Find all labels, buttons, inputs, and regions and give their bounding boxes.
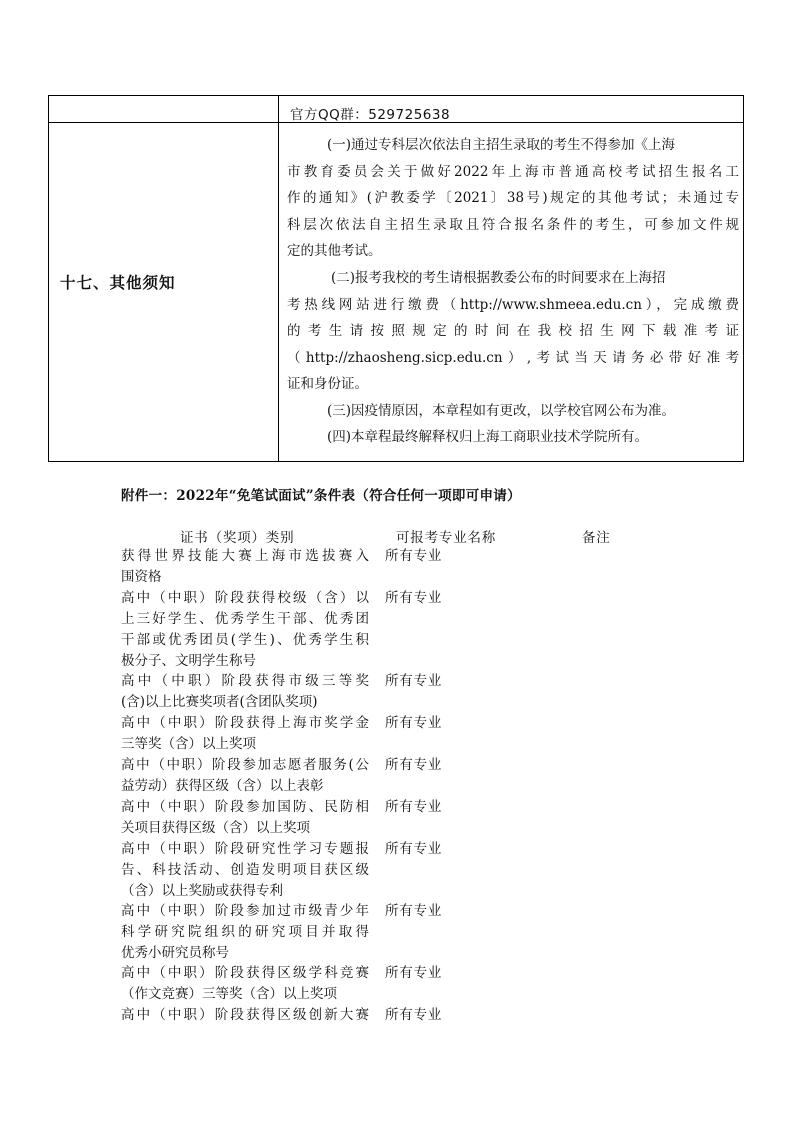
paragraph-line: 市教育委员会关于做好2022年上海市普通高校考试招生报名工 (287, 163, 739, 180)
table-border-right (743, 95, 744, 462)
certificate-cell (121, 963, 369, 1005)
certificate-line: 高中（中职）阶段研究性学习专题报 (121, 841, 369, 857)
paragraph-line: 科层次依法自主招生录取且符合报名条件的考生，可参加文件规 (287, 216, 739, 233)
major-cell: 所有专业 (385, 903, 443, 919)
certificate-line: 高中（中职）阶段参加过市级青少年 (121, 903, 369, 919)
certificate-line: （含）以上奖励或获得专利 (121, 883, 283, 899)
notice-paragraph (287, 265, 739, 398)
major-cell: 所有专业 (385, 841, 443, 857)
notice-paragraph (287, 398, 739, 425)
certificate-cell (121, 1005, 369, 1026)
certificate-cell (121, 901, 369, 964)
certificate-cell (121, 755, 369, 797)
paragraph-line: (二)报考我校的考生请根据教委公布的时间要求在上海招 (331, 270, 666, 286)
table-border-top (48, 95, 744, 96)
header-remarks: 备注 (582, 530, 611, 546)
notice-paragraph (287, 424, 739, 451)
certificate-line: 告、科技活动、创造发明项目获区级 (121, 862, 369, 878)
certificate-line: 围资格 (121, 569, 162, 585)
paragraph-line: 定的其他考试。 (287, 243, 382, 260)
certificate-line: 优秀小研究员称号 (121, 945, 229, 961)
certificate-line: （作文竞赛）三等奖（含）以上奖项 (121, 986, 337, 1002)
certificate-line: 极分子、文明学生称号 (121, 653, 256, 669)
notice-paragraph (287, 132, 739, 265)
certificate-line: 益劳动）获得区级（含）以上表彰 (121, 778, 324, 794)
section-title: 十七、其他须知 (60, 274, 176, 292)
paragraph-line: 作的通知》(沪教委学〔2021〕38号)规定的其他考试；未通过专 (287, 190, 739, 207)
certificate-line: 高中（中职）阶段获得校级（含）以 (121, 590, 369, 606)
certificate-line: 高中（中职）阶段获得市级三等奖 (121, 673, 369, 689)
paragraph-line: (一)通过专科层次依法自主招生录取的考生不得参加《上海 (327, 137, 676, 153)
certificate-line: 高中（中职）阶段获得区级学科竞赛 (121, 965, 369, 981)
certificate-line: 获得世界技能大赛上海市选拔赛入 (121, 548, 369, 564)
attachment-title: 附件一：2022年“免笔试面试”条件表（符合任何一项即可申请） (121, 488, 521, 504)
certificate-cell (121, 839, 369, 902)
paragraph-line: 证和身份证。 (287, 376, 368, 393)
certificate-line: 高中（中职）阶段参加国防、民防相 (121, 799, 369, 815)
certificate-line: 高中（中职）阶段参加志愿者服务(公 (121, 757, 369, 773)
major-cell: 所有专业 (385, 757, 443, 773)
paragraph-line: （http://zhaosheng.sicp.edu.cn）,考试当天请务必带好准考 (287, 349, 739, 366)
paragraph-line: (四)本章程最终解释权归上海工商职业技术学院所有。 (327, 429, 649, 445)
header-majors: 可报考专业名称 (396, 530, 497, 546)
certificate-line: 关项目获得区级（含）以上奖项 (121, 820, 310, 836)
certificate-line: 高中（中职）阶段获得区级创新大赛 (121, 1007, 369, 1023)
certificate-line: 上三好学生、优秀学生干部、优秀团 (121, 611, 369, 627)
certificate-cell (121, 588, 369, 672)
major-cell: 所有专业 (385, 1007, 443, 1023)
paragraph-line: 考热线网站进行缴费（http://www.shmeea.edu.cn），完成缴费 (287, 296, 739, 313)
major-cell: 所有专业 (385, 673, 443, 689)
major-cell: 所有专业 (385, 548, 443, 564)
table-border-bottom (48, 461, 744, 462)
certificate-line: 科学研究院组织的研究项目并取得 (121, 924, 369, 940)
certificate-line: 干部或优秀团员(学生)、优秀学生积 (121, 632, 369, 648)
paragraph-line: 的考生请按照规定的时间在我校招生网下载准考证 (287, 323, 739, 340)
certificate-cell (121, 671, 369, 713)
major-cell: 所有专业 (385, 715, 443, 731)
major-cell: 所有专业 (385, 590, 443, 606)
table-border-left (48, 95, 49, 462)
major-cell: 所有专业 (385, 965, 443, 981)
certificate-line: (含)以上比赛奖项者(含团队奖项) (121, 694, 318, 710)
certificate-cell (121, 546, 369, 588)
certificate-line: 高中（中职）阶段获得上海市奖学金 (121, 715, 369, 731)
certificate-cell (121, 713, 369, 755)
certificate-line: 三等奖（含）以上奖项 (121, 736, 256, 752)
qq-group-text: 官方QQ群：529725638 (290, 107, 451, 123)
paragraph-line: (三)因疫情原因，本章程如有更改，以学校官网公布为准。 (327, 403, 676, 419)
major-cell: 所有专业 (385, 799, 443, 815)
certificate-cell (121, 797, 369, 839)
table-column-divider (278, 95, 279, 462)
header-certificate: 证书（奖项）类别 (180, 530, 295, 546)
